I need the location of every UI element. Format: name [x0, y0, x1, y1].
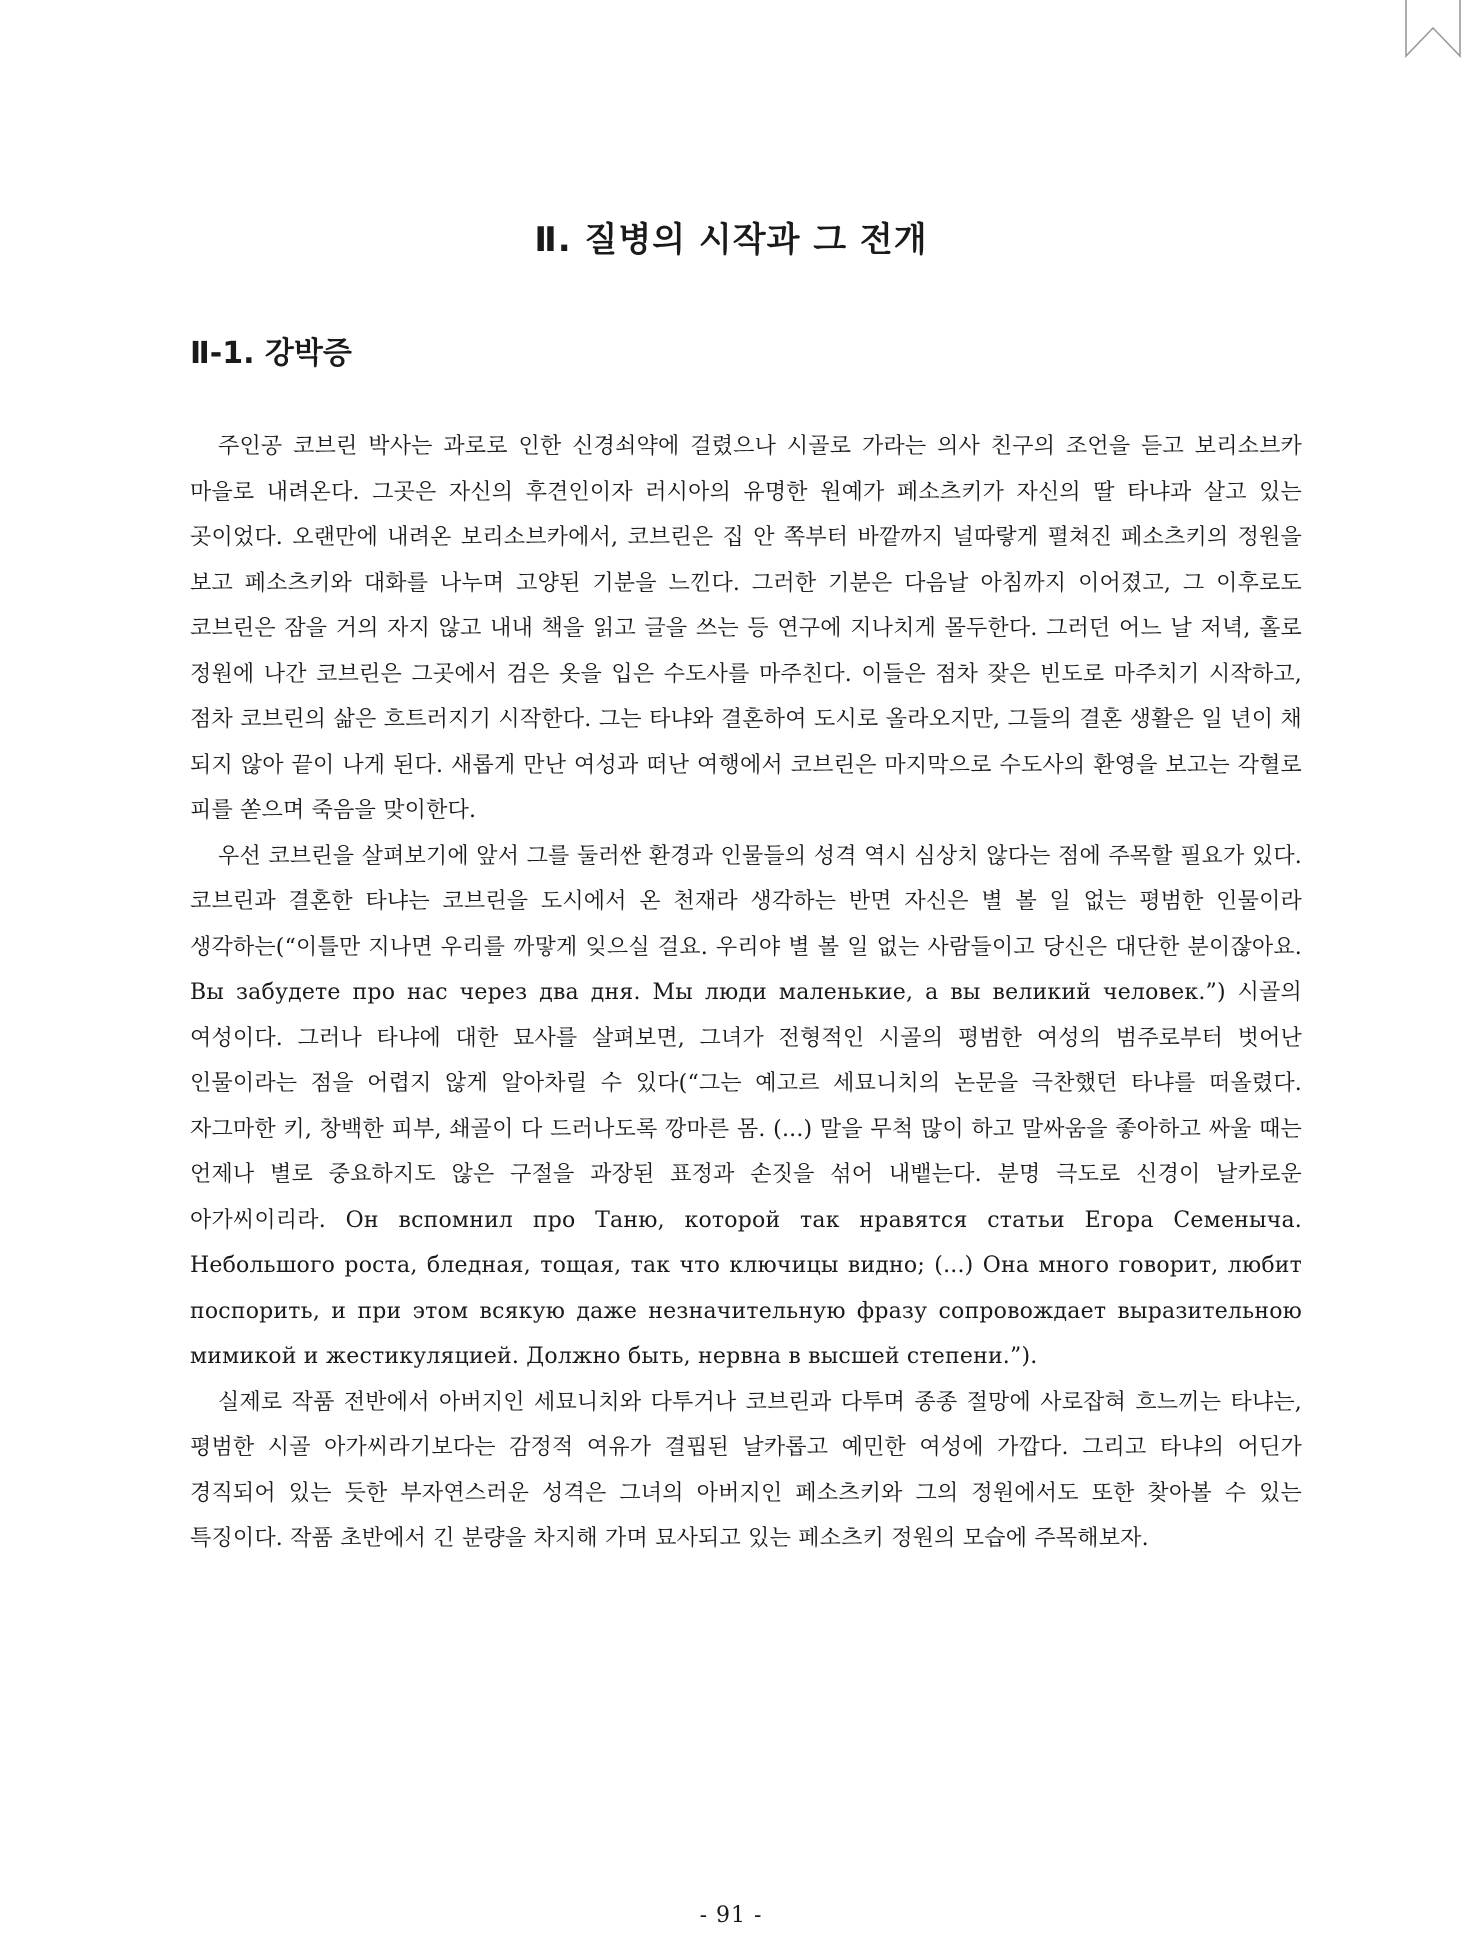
body-text [190, 424, 1302, 1562]
paragraph: 주인공 코브린 박사는 과로로 인한 신경쇠약에 걸렸으나 시골로 가라는 의사 친구의 조언을 듣고 보리소브카 마을로 내려온다. 그곳은 자신의 후견인이자 러시아의 유명한 원예가 페소츠키가 자신의 딸 타냐과 살고 있는 곳이었다. 오랜만에 내려온 보리소브카에서, 코브린은 집 안 쪽부터 바깥까지 널따랗게 펼쳐진 페소츠키의 정원을 보고 페소츠키와 대화를 나누며 고양된 기분을 느낀다. 그러한 기분은 다음날 아침까지 이어졌고, 그 이후로도 코브린은 잠을 거의 자지 않고 내내 책을 읽고 글을 쓰는 등 연구에 지나치게 몰두한다. 그러던 어느 날 저녁, 홀로 정원에 나간 코브린은 그곳에서 검은 옷을 입은 수도사를 마주친다. 이들은 점차 잦은 빈도로 마주치기 시작하고, 점차 코브린의 삶은 흐트러지기 시작한다. 그는 타냐와 결혼하여 도시로 올라오지만, 그들의 결혼 생활은 일 년이 채 되지 않아 끝이 나게 된다. 새롭게 만난 여성과 떠난 여행에서 코브린은 마지막으로 수도사의 환영을 보고는 각혈로 피를 쏟으며 죽음을 맞이한다. [190, 434, 1302, 823]
bookmark-icon[interactable] [1404, 0, 1462, 58]
page-number: - 91 - [699, 1903, 763, 1928]
chapter-title: Ⅱ. 질병의 시작과 그 전개 [534, 220, 928, 260]
paragraph: 실제로 작품 전반에서 아버지인 세묘니치와 다투거나 코브린과 다투며 종종 절망에 사로잡혀 흐느끼는 타냐는, 평범한 시골 아가씨라기보다는 감정적 여유가 결핍된 날카롭고 예민한 여성에 가깝다. 그리고 타냐의 어딘가 경직되어 있는 듯한 부자연스러운 성격은 그녀의 아버지인 페소츠키와 그의 정원에서도 또한 찾아볼 수 있는 특징이다. 작품 초반에서 긴 분량을 차지해 가며 묘사되고 있는 페소츠키 정원의 모습에 주목해보자. [190, 1389, 1302, 1551]
paragraph: 우선 코브린을 살펴보기에 앞서 그를 둘러싼 환경과 인물들의 성격 역시 심상치 않다는 점에 주목할 필요가 있다. 코브린과 결혼한 타냐는 코브린을 도시에서 온 천재라 생각하는 반면 자신은 별 볼 일 없는 평범한 인물이라 생각하는(“이틀만 지나면 우리를 까맣게 잊으실 걸요. 우리야 별 볼 일 없는 사람들이고 당신은 대단한 분이잖아요. Вы забудете про нас через два дня. Мы люди маленькие, а вы великий человек.”) 시골의 여성이다. 그러나 타냐에 대한 묘사를 살펴보면, 그녀가 전형적인 시골의 평범한 여성의 범주로부터 벗어난 인물이라는 점을 어렵지 않게 알아차릴 수 있다(“그는 예고르 세묘니치의 논문을 극찬했던 타냐를 떠올렸다. 자그마한 키, 창백한 피부, 쇄골이 다 드러나도록 깡마른 몸. (...) 말을 무척 많이 하고 말싸움을 좋아하고 싸울 때는 언제나 별로 중요하지도 않은 구절을 과장된 표정과 손짓을 섞어 내뱉는다. 분명 극도로 신경이 날카로운 아가씨이리라. Он вспомнил про Таню, которой так нравятся статьи Егора Семеныча. Небольшого роста, бледная, тощая, так что ключицы видно; (...) Она много говорит, любит поспорить, и при этом всякую даже незначительную фразу сопровождает выразительною мимикой и жестикуляцией. Должно быть, нервна в высшей степени.”). [190, 843, 1302, 1369]
section-heading: Ⅱ-1. 강박증 [190, 336, 352, 371]
